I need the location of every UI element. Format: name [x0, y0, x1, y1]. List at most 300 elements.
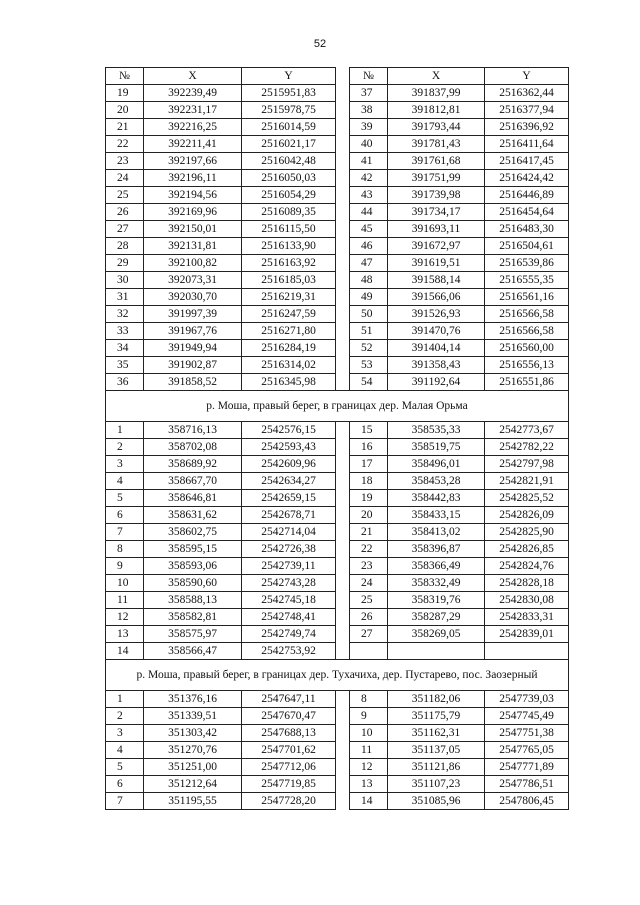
point-number: 46: [350, 238, 388, 255]
table-row: [106, 759, 569, 776]
coordinate-y: 2516021,17: [242, 136, 336, 153]
coordinate-y: 2542826,85: [485, 541, 569, 558]
column-gap: [336, 374, 350, 391]
point-number: 6: [106, 507, 144, 524]
coordinate-x: 358593,06: [144, 558, 242, 575]
point-number: 31: [106, 289, 144, 306]
column-gap: [336, 643, 350, 660]
coordinate-y: 2547739,03: [485, 691, 569, 708]
table-row: [106, 422, 569, 439]
coordinate-y: 2516185,03: [242, 272, 336, 289]
coordinate-x: 392196,11: [144, 170, 242, 187]
coordinate-y: 2547688,13: [242, 725, 336, 742]
coordinate-y: 2516483,30: [485, 221, 569, 238]
coordinate-y: 2516345,98: [242, 374, 336, 391]
point-number: 24: [106, 170, 144, 187]
coordinate-y: 2547771,89: [485, 759, 569, 776]
point-number: [350, 643, 388, 660]
coordinate-y: 2542714,04: [242, 524, 336, 541]
coordinate-x: 391693,11: [388, 221, 485, 238]
column-gap: [336, 68, 350, 85]
coordinate-x: 358595,15: [144, 541, 242, 558]
point-number: 13: [350, 776, 388, 793]
coordinate-y: [485, 643, 569, 660]
coordinate-x: 391902,87: [144, 357, 242, 374]
point-number: 26: [350, 609, 388, 626]
coordinate-y: 2542828,18: [485, 575, 569, 592]
column-gap: [336, 507, 350, 524]
point-number: 14: [106, 643, 144, 660]
coordinate-x: 351270,76: [144, 742, 242, 759]
column-gap: [336, 575, 350, 592]
coordinate-x: 358433,15: [388, 507, 485, 524]
coordinate-y: 2516556,13: [485, 357, 569, 374]
point-number: 43: [350, 187, 388, 204]
table-row: [106, 456, 569, 473]
coordinate-x: 358575,97: [144, 626, 242, 643]
point-number: 2: [106, 708, 144, 725]
column-gap: [336, 340, 350, 357]
point-number: 22: [350, 541, 388, 558]
coordinate-x: 391949,94: [144, 340, 242, 357]
section-title-row: [106, 391, 569, 422]
coordinate-x: 351376,16: [144, 691, 242, 708]
column-gap: [336, 609, 350, 626]
coordinate-y: 2516446,89: [485, 187, 569, 204]
coordinate-x: 391751,99: [388, 170, 485, 187]
coordinate-x: 391858,52: [144, 374, 242, 391]
point-number: 36: [106, 374, 144, 391]
point-number: 26: [106, 204, 144, 221]
point-number: 5: [106, 490, 144, 507]
coordinate-y: 2542782,22: [485, 439, 569, 456]
coordinate-x: 358535,33: [388, 422, 485, 439]
coordinate-y: 2542830,08: [485, 592, 569, 609]
coordinate-x: 358453,28: [388, 473, 485, 490]
table-row: [106, 119, 569, 136]
coordinate-x: 392169,96: [144, 204, 242, 221]
coordinate-x: 351121,86: [388, 759, 485, 776]
point-number: 33: [106, 323, 144, 340]
point-number: 25: [350, 592, 388, 609]
table-row: [106, 238, 569, 255]
coordinate-x: 358332,49: [388, 575, 485, 592]
column-gap: [336, 439, 350, 456]
point-number: 23: [350, 558, 388, 575]
column-gap: [336, 272, 350, 289]
coordinate-y: 2542743,28: [242, 575, 336, 592]
coordinate-x: 358269,05: [388, 626, 485, 643]
column-gap: [336, 187, 350, 204]
coordinate-y: 2542773,67: [485, 422, 569, 439]
column-gap: [336, 708, 350, 725]
coordinate-y: 2547751,38: [485, 725, 569, 742]
coordinate-x: 392100,82: [144, 255, 242, 272]
point-number: 8: [350, 691, 388, 708]
column-gap: [336, 85, 350, 102]
coordinate-x: 351162,31: [388, 725, 485, 742]
column-gap: [336, 558, 350, 575]
coordinate-x: 358702,08: [144, 439, 242, 456]
coordinate-x: 358413,02: [388, 524, 485, 541]
column-gap: [336, 204, 350, 221]
point-number: 48: [350, 272, 388, 289]
point-number: 4: [106, 473, 144, 490]
coordinate-y: 2516362,44: [485, 85, 569, 102]
coordinate-y: 2542753,92: [242, 643, 336, 660]
coordinate-x: 351251,00: [144, 759, 242, 776]
coordinate-y: 2542739,11: [242, 558, 336, 575]
point-number: 37: [350, 85, 388, 102]
table-row: [106, 289, 569, 306]
point-number: 25: [106, 187, 144, 204]
coordinate-x: 358582,81: [144, 609, 242, 626]
coordinate-y: 2542609,96: [242, 456, 336, 473]
table-row: [106, 742, 569, 759]
point-number: 8: [106, 541, 144, 558]
table-row: [106, 793, 569, 810]
point-number: 35: [106, 357, 144, 374]
table-row: [106, 609, 569, 626]
point-number: 41: [350, 153, 388, 170]
section-title-row: [106, 660, 569, 691]
column-gap: [336, 221, 350, 238]
coordinate-x: 358287,29: [388, 609, 485, 626]
coordinate-y: 2542726,38: [242, 541, 336, 558]
column-gap: [336, 759, 350, 776]
coordinate-x: 351085,96: [388, 793, 485, 810]
coordinate-x: 392239,49: [144, 85, 242, 102]
coordinate-y: 2516555,35: [485, 272, 569, 289]
coordinate-x: 351195,55: [144, 793, 242, 810]
coordinate-y: 2516115,50: [242, 221, 336, 238]
coordinate-y: 2516089,35: [242, 204, 336, 221]
coordinate-y: 2516411,64: [485, 136, 569, 153]
point-number: 44: [350, 204, 388, 221]
coordinate-x: 358590,60: [144, 575, 242, 592]
table-row: [106, 153, 569, 170]
table-row: [106, 592, 569, 609]
coordinate-x: 392150,01: [144, 221, 242, 238]
column-gap: [336, 153, 350, 170]
table-row: [106, 507, 569, 524]
coordinate-x: 358716,13: [144, 422, 242, 439]
point-number: 21: [350, 524, 388, 541]
table-header-row: [106, 68, 569, 85]
table-row: [106, 323, 569, 340]
coordinate-x: [388, 643, 485, 660]
coordinate-y: 2542825,52: [485, 490, 569, 507]
column-gap: [336, 541, 350, 558]
coordinate-x: 391739,98: [388, 187, 485, 204]
point-number: 19: [106, 85, 144, 102]
coordinate-x: 392131,81: [144, 238, 242, 255]
coordinate-y: 2516539,86: [485, 255, 569, 272]
column-gap: [336, 119, 350, 136]
page-number: 52: [313, 38, 327, 50]
coordinate-x: 351175,79: [388, 708, 485, 725]
coordinate-x: 358588,13: [144, 592, 242, 609]
coordinate-x: 391526,93: [388, 306, 485, 323]
column-gap: [336, 255, 350, 272]
point-number: 54: [350, 374, 388, 391]
table-row: [106, 626, 569, 643]
table-row: [106, 85, 569, 102]
coordinate-y: 2516271,80: [242, 323, 336, 340]
coordinate-y: 2516560,00: [485, 340, 569, 357]
coordinate-x: 358667,70: [144, 473, 242, 490]
point-number: 16: [350, 439, 388, 456]
column-gap: [336, 238, 350, 255]
coordinate-y: 2547719,85: [242, 776, 336, 793]
coordinate-y: 2515978,75: [242, 102, 336, 119]
point-number: 7: [106, 524, 144, 541]
point-number: 9: [106, 558, 144, 575]
coordinate-x: 358602,75: [144, 524, 242, 541]
column-gap: [336, 357, 350, 374]
table-row: [106, 136, 569, 153]
coordinate-x: 391358,43: [388, 357, 485, 374]
column-gap: [336, 170, 350, 187]
column-gap: [336, 776, 350, 793]
coordinate-y: 2515951,83: [242, 85, 336, 102]
coordinate-y: 2516247,59: [242, 306, 336, 323]
coordinate-x: 392030,70: [144, 289, 242, 306]
coordinate-y: 2547712,06: [242, 759, 336, 776]
point-number: 29: [106, 255, 144, 272]
table-row: [106, 170, 569, 187]
coordinate-x: 392197,66: [144, 153, 242, 170]
coordinate-x: 391566,06: [388, 289, 485, 306]
coordinate-x: 351137,05: [388, 742, 485, 759]
point-number: 38: [350, 102, 388, 119]
coordinate-x: 391837,99: [388, 85, 485, 102]
coordinate-y: 2547728,20: [242, 793, 336, 810]
table-row: [106, 221, 569, 238]
column-gap: [336, 473, 350, 490]
coordinate-x: 391588,14: [388, 272, 485, 289]
table-row: [106, 255, 569, 272]
column-gap: [336, 592, 350, 609]
point-number: 12: [106, 609, 144, 626]
coordinate-y: 2547806,45: [485, 793, 569, 810]
point-number: 52: [350, 340, 388, 357]
coordinate-x: 391761,68: [388, 153, 485, 170]
coordinate-x: 358646,81: [144, 490, 242, 507]
coordinate-x: 351303,42: [144, 725, 242, 742]
table-row: [106, 575, 569, 592]
table-row: [106, 643, 569, 660]
table-row: [106, 187, 569, 204]
coordinate-y: 2547670,47: [242, 708, 336, 725]
point-number: 12: [350, 759, 388, 776]
coordinate-x: 358366,49: [388, 558, 485, 575]
coordinate-y: 2516396,92: [485, 119, 569, 136]
table-row: [106, 272, 569, 289]
column-gap: [336, 691, 350, 708]
coordinate-x: 391793,44: [388, 119, 485, 136]
header-y: Y: [485, 68, 569, 85]
coordinate-x: 391672,97: [388, 238, 485, 255]
coordinate-x: 391967,76: [144, 323, 242, 340]
table-row: [106, 490, 569, 507]
coordinate-y: 2516424,42: [485, 170, 569, 187]
point-number: 24: [350, 575, 388, 592]
point-number: 50: [350, 306, 388, 323]
table-row: [106, 473, 569, 490]
coordinate-x: 391812,81: [388, 102, 485, 119]
column-gap: [336, 725, 350, 742]
table-row: [106, 541, 569, 558]
coordinate-y: 2547647,11: [242, 691, 336, 708]
column-gap: [336, 102, 350, 119]
point-number: 28: [106, 238, 144, 255]
table-row: [106, 439, 569, 456]
coordinate-y: 2516454,64: [485, 204, 569, 221]
point-number: 20: [106, 102, 144, 119]
coordinate-y: 2542825,90: [485, 524, 569, 541]
coordinate-y: 2516050,03: [242, 170, 336, 187]
point-number: 34: [106, 340, 144, 357]
point-number: 11: [350, 742, 388, 759]
coordinate-x: 391404,14: [388, 340, 485, 357]
coordinate-x: 351339,51: [144, 708, 242, 725]
column-gap: [336, 306, 350, 323]
point-number: 49: [350, 289, 388, 306]
point-number: 5: [106, 759, 144, 776]
coordinate-x: 392194,56: [144, 187, 242, 204]
point-number: 1: [106, 691, 144, 708]
coordinate-y: 2542833,31: [485, 609, 569, 626]
column-gap: [336, 289, 350, 306]
coordinate-y: 2516284,19: [242, 340, 336, 357]
coordinate-y: 2542824,76: [485, 558, 569, 575]
coordinate-x: 392073,31: [144, 272, 242, 289]
header-y: Y: [242, 68, 336, 85]
point-number: 18: [350, 473, 388, 490]
point-number: 22: [106, 136, 144, 153]
point-number: 2: [106, 439, 144, 456]
table-row: [106, 691, 569, 708]
section-title: р. Моша, правый берег, в границах дер. Малая Орьма: [106, 391, 569, 422]
coordinate-x: 358319,76: [388, 592, 485, 609]
coordinate-y: 2516054,29: [242, 187, 336, 204]
coordinate-y: 2516014,59: [242, 119, 336, 136]
coordinates-table: [105, 67, 569, 810]
point-number: 14: [350, 793, 388, 810]
point-number: 1: [106, 422, 144, 439]
point-number: 6: [106, 776, 144, 793]
column-gap: [336, 524, 350, 541]
point-number: 32: [106, 306, 144, 323]
point-number: 27: [106, 221, 144, 238]
coordinate-y: 2547701,62: [242, 742, 336, 759]
point-number: 7: [106, 793, 144, 810]
header-num: №: [350, 68, 388, 85]
section-title: р. Моша, правый берег, в границах дер. Тухачиха, дер. Пустарево, пос. Заозерный: [106, 660, 569, 691]
header-num: №: [106, 68, 144, 85]
table-row: [106, 102, 569, 119]
point-number: 4: [106, 742, 144, 759]
coordinate-x: 358396,87: [388, 541, 485, 558]
coordinate-y: 2516163,92: [242, 255, 336, 272]
column-gap: [336, 626, 350, 643]
point-number: 40: [350, 136, 388, 153]
coordinate-y: 2516551,86: [485, 374, 569, 391]
coordinate-y: 2516314,02: [242, 357, 336, 374]
point-number: 10: [106, 575, 144, 592]
coordinate-y: 2516566,58: [485, 306, 569, 323]
point-number: 15: [350, 422, 388, 439]
coordinate-y: 2542678,71: [242, 507, 336, 524]
coordinate-y: 2516417,45: [485, 153, 569, 170]
point-number: 53: [350, 357, 388, 374]
coordinate-y: 2516377,94: [485, 102, 569, 119]
coordinate-x: 358519,75: [388, 439, 485, 456]
point-number: 47: [350, 255, 388, 272]
coordinate-x: 358689,92: [144, 456, 242, 473]
coordinate-y: 2542748,41: [242, 609, 336, 626]
coordinate-y: 2516133,90: [242, 238, 336, 255]
coordinate-y: 2542797,98: [485, 456, 569, 473]
coordinate-x: 391192,64: [388, 374, 485, 391]
coordinate-x: 358631,62: [144, 507, 242, 524]
coordinate-x: 358496,01: [388, 456, 485, 473]
coordinate-y: 2516561,16: [485, 289, 569, 306]
point-number: 20: [350, 507, 388, 524]
column-gap: [336, 742, 350, 759]
header-x: X: [388, 68, 485, 85]
coordinate-y: 2547765,05: [485, 742, 569, 759]
coordinate-y: 2547786,51: [485, 776, 569, 793]
column-gap: [336, 136, 350, 153]
table-row: [106, 204, 569, 221]
point-number: 17: [350, 456, 388, 473]
column-gap: [336, 422, 350, 439]
point-number: 45: [350, 221, 388, 238]
coordinate-y: 2516566,58: [485, 323, 569, 340]
coordinate-x: 351107,23: [388, 776, 485, 793]
table-row: [106, 340, 569, 357]
point-number: 19: [350, 490, 388, 507]
column-gap: [336, 456, 350, 473]
coordinate-y: 2542745,18: [242, 592, 336, 609]
point-number: 11: [106, 592, 144, 609]
point-number: 51: [350, 323, 388, 340]
coordinate-x: 351182,06: [388, 691, 485, 708]
coordinate-x: 392216,25: [144, 119, 242, 136]
coordinate-x: 392211,41: [144, 136, 242, 153]
table-row: [106, 357, 569, 374]
coordinate-y: 2542593,43: [242, 439, 336, 456]
table-row: [106, 374, 569, 391]
coordinate-x: 358566,47: [144, 643, 242, 660]
point-number: 3: [106, 456, 144, 473]
coordinate-x: 391470,76: [388, 323, 485, 340]
table-row: [106, 524, 569, 541]
coordinate-x: 391734,17: [388, 204, 485, 221]
coordinate-x: 391781,43: [388, 136, 485, 153]
table-row: [106, 558, 569, 575]
point-number: 23: [106, 153, 144, 170]
coordinate-x: 358442,83: [388, 490, 485, 507]
coordinate-y: 2542634,27: [242, 473, 336, 490]
point-number: 39: [350, 119, 388, 136]
coordinate-y: 2516042,48: [242, 153, 336, 170]
table-row: [106, 725, 569, 742]
coordinate-y: 2542576,15: [242, 422, 336, 439]
table-row: [106, 776, 569, 793]
